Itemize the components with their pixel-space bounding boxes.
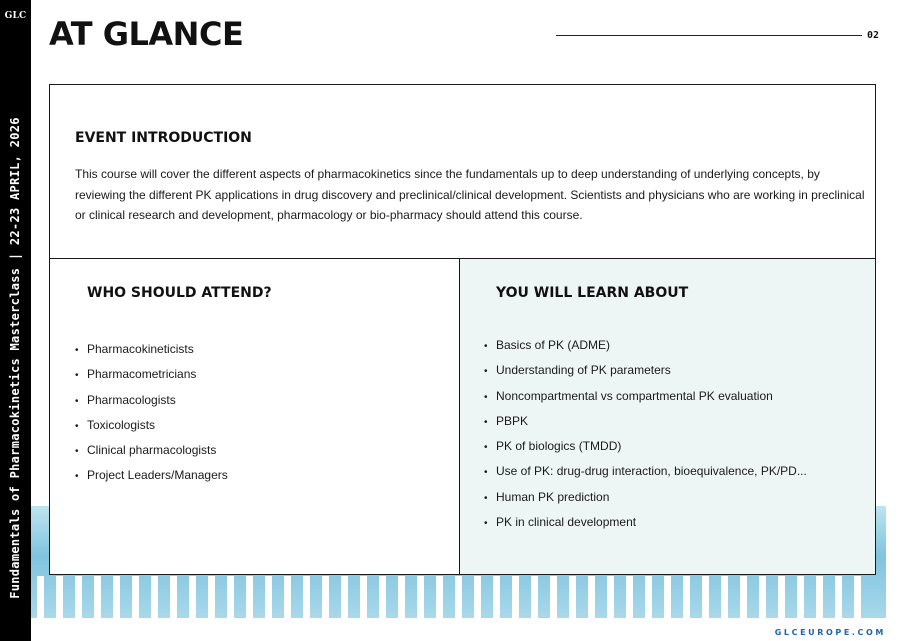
list-item — [75, 438, 228, 463]
stripe — [170, 576, 177, 618]
stripe — [284, 576, 291, 618]
stripe — [246, 576, 253, 618]
stripe — [683, 576, 690, 618]
list-item-text: Human PK prediction — [496, 489, 610, 504]
list-item-text: Pharmacokineticists — [87, 342, 194, 356]
stripe — [721, 576, 728, 618]
bullet-icon: • — [75, 370, 79, 382]
stripe — [474, 576, 481, 618]
bullet-icon: • — [484, 492, 488, 504]
list-item — [75, 463, 228, 488]
list-item-text: Basics of PK (ADME) — [496, 338, 611, 352]
list-item-text: Toxicologists — [87, 417, 156, 432]
stripe — [493, 576, 500, 618]
stripe — [835, 576, 842, 618]
stripe — [208, 576, 215, 618]
learn-list — [484, 333, 807, 535]
list-item — [484, 459, 807, 484]
list-item-text: Project Leaders/Managers — [87, 468, 228, 483]
stripe — [759, 576, 766, 618]
list-item-text: Use of PK: drug-drug interaction, bioequivalence, PK/PD... — [496, 464, 807, 479]
list-item-text: Pharmacologists — [87, 392, 176, 407]
side-title: Fundamentals of Pharmacokinetics Masterclass | 22-23 APRIL, 2026 — [8, 117, 22, 599]
stripe — [322, 576, 329, 618]
attend-list — [75, 337, 228, 489]
page-title: AT GLANCE — [49, 15, 244, 53]
stripe — [816, 576, 823, 618]
who-should-attend-section — [50, 259, 460, 574]
list-item-text: PBPK — [496, 413, 529, 428]
stripe — [645, 576, 652, 618]
bullet-icon: • — [484, 442, 488, 454]
attend-heading: WHO SHOULD ATTEND? — [87, 285, 272, 301]
stripe — [436, 576, 443, 618]
stripe — [797, 576, 804, 618]
stripe — [189, 576, 196, 618]
stripe — [132, 576, 139, 618]
stripe — [113, 576, 120, 618]
list-item — [484, 434, 807, 459]
bullet-icon: • — [75, 420, 79, 432]
list-item — [484, 485, 807, 510]
bullet-icon: • — [484, 467, 488, 479]
stripe — [512, 576, 519, 618]
intro-heading: EVENT INTRODUCTION — [75, 130, 252, 146]
list-item-text: Understanding of PK parameters — [496, 363, 671, 378]
stripe — [417, 576, 424, 618]
stripe — [227, 576, 234, 618]
bullet-icon: • — [484, 416, 488, 428]
stripe — [664, 576, 671, 618]
stripe — [265, 576, 272, 618]
stripe — [379, 576, 386, 618]
page-number: 02 — [867, 30, 880, 41]
stripe — [455, 576, 462, 618]
list-item-text: Noncompartmental vs compartmental PK evaluation — [496, 388, 773, 403]
list-item — [484, 409, 807, 434]
stripe-band-edge — [886, 506, 900, 618]
stripe — [702, 576, 709, 618]
bullet-icon: • — [484, 391, 488, 403]
stripe — [341, 576, 348, 618]
list-item — [484, 333, 807, 358]
stripe — [569, 576, 576, 618]
bullet-icon: • — [75, 446, 79, 458]
title-rule — [556, 35, 862, 36]
stripe — [550, 576, 557, 618]
bullet-icon: • — [484, 341, 488, 352]
intro-section — [50, 85, 875, 259]
stripe — [303, 576, 310, 618]
stripe — [360, 576, 367, 618]
stripe — [740, 576, 747, 618]
stripe — [778, 576, 785, 618]
stripe — [398, 576, 405, 618]
intro-text: This course will cover the different aspects of pharmacokinetics since the fundamentals up to deep understanding of underlying concepts, by reviewing the different PK applications in drug discovery and preclinical/clinical development. Scientists and physicians who are working in preclinical or clinical research and development, pharmacology or bio-pharmacy should attend this course. — [75, 167, 865, 222]
bullet-icon: • — [484, 518, 488, 530]
stripe — [531, 576, 538, 618]
stripe — [75, 576, 82, 618]
list-item — [484, 510, 807, 535]
logo: GLC — [4, 11, 27, 21]
list-item-text: PK of biologics (TMDD) — [496, 439, 622, 454]
stripe — [151, 576, 158, 618]
stripe — [626, 576, 633, 618]
stripe — [854, 576, 861, 618]
list-item — [75, 362, 228, 387]
stripe — [37, 576, 44, 618]
learn-heading: YOU WILL LEARN ABOUT — [496, 285, 689, 301]
you-will-learn-section — [460, 259, 875, 574]
bullet-icon: • — [75, 471, 79, 483]
list-item — [75, 388, 228, 413]
stripe — [56, 576, 63, 618]
stripe — [607, 576, 614, 618]
content-box — [49, 84, 876, 575]
list-item-text: PK in clinical development — [496, 515, 637, 530]
stripe — [94, 576, 101, 618]
list-item — [484, 358, 807, 383]
list-item-text: Pharmacometricians — [87, 367, 197, 382]
list-item — [75, 413, 228, 438]
list-item-text: Clinical pharmacologists — [87, 443, 217, 458]
bullet-icon: • — [75, 345, 79, 356]
bullet-icon: • — [484, 366, 488, 378]
list-item — [75, 337, 228, 362]
bullet-icon: • — [75, 395, 79, 407]
list-item — [484, 384, 807, 409]
footer-url[interactable]: GLCEUROPE.COM — [774, 628, 886, 637]
stripe — [588, 576, 595, 618]
